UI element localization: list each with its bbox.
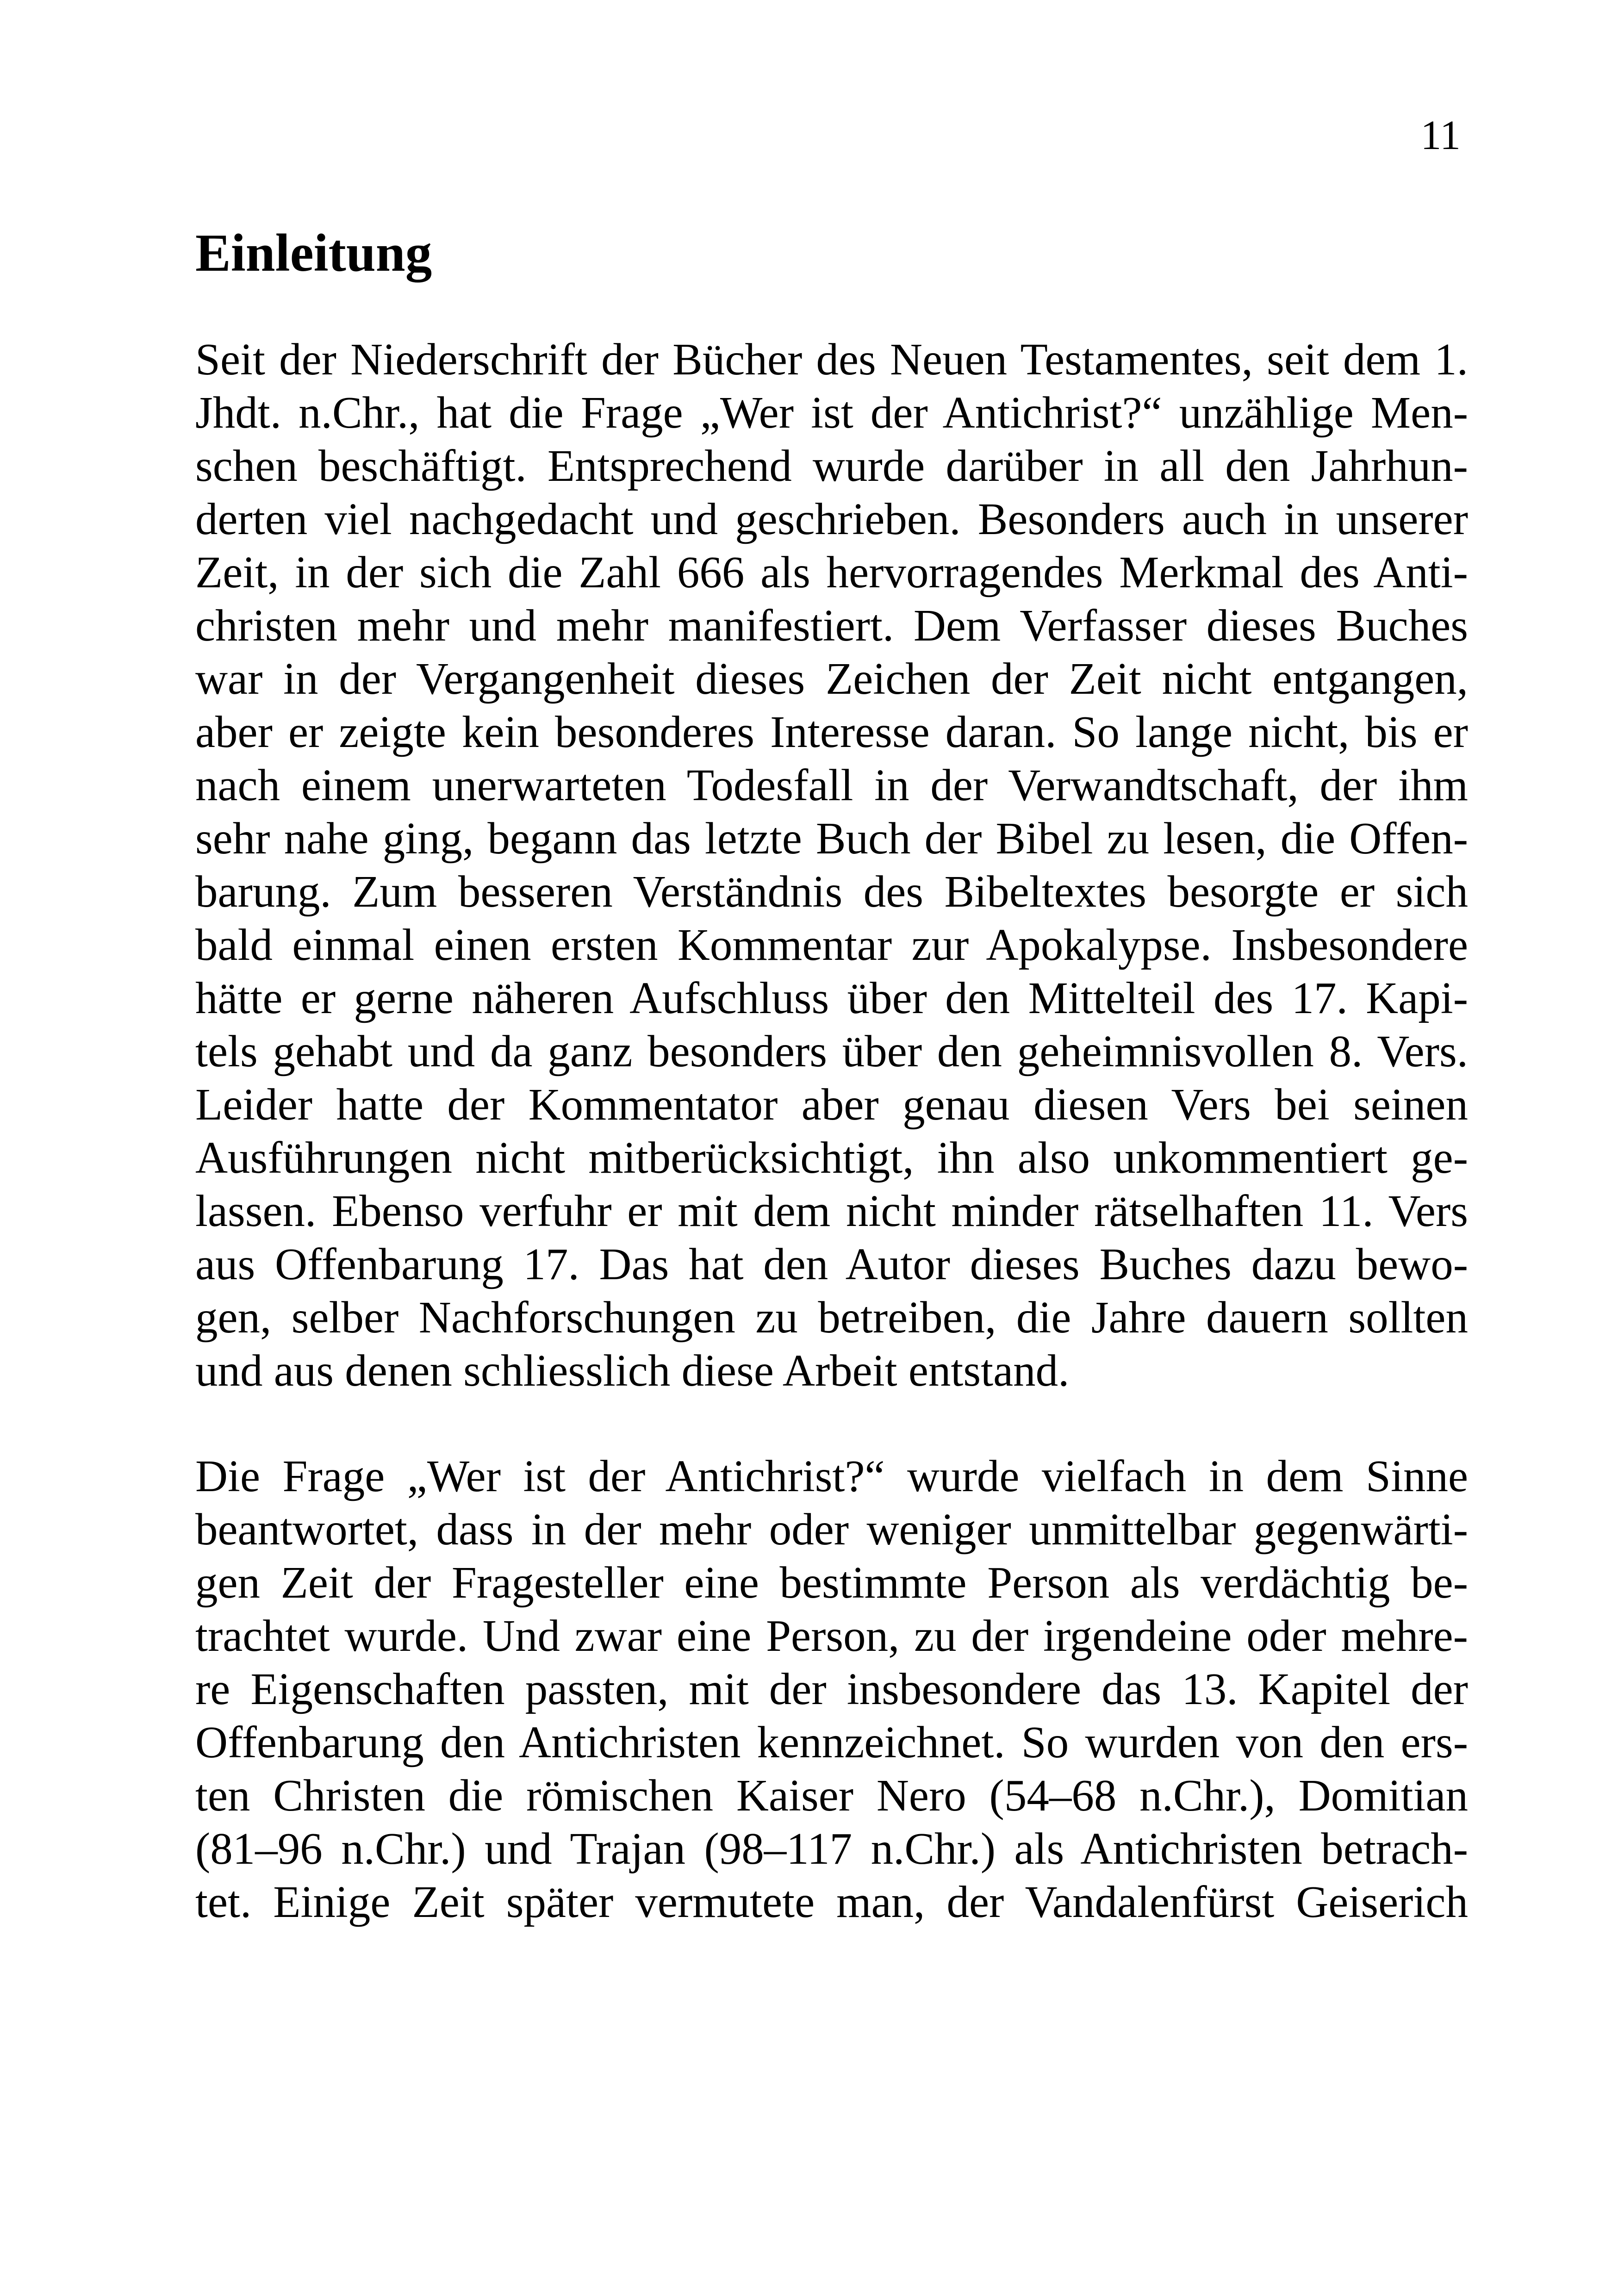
text-line: bald einmal einen ersten Kommentar zur Apokalypse. Insbesondere	[195, 920, 1468, 970]
text-line: nach einem unerwarteten Todesfall in der Verwandtschaft, der ihm	[195, 760, 1468, 810]
text-line: christen mehr und mehr manifestiert. Dem Verfasser dieses Buches	[195, 601, 1468, 650]
text-line: sehr nahe ging, begann das letzte Buch der Bibel zu lesen, die Offen-	[195, 814, 1468, 863]
text-line: schen beschäftigt. Entsprechend wurde darüber in all den Jahrhun-	[195, 441, 1468, 491]
text-line: gen, selber Nachforschungen zu betreiben, die Jahre dauern sollten	[195, 1293, 1468, 1342]
text-line: ten Christen die römischen Kaiser Nero (54–68 n.Chr.), Domitian	[195, 1771, 1468, 1820]
text-line: hätte er gerne näheren Aufschluss über den Mittelteil des 17. Kapi-	[195, 973, 1468, 1023]
text-line: tels gehabt und da ganz besonders über den geheimnisvollen 8. Vers.	[195, 1027, 1468, 1076]
text-line: barung. Zum besseren Verständnis des Bibeltextes besorgte er sich	[195, 867, 1468, 916]
text-line: Die Frage „Wer ist der Antichrist?“ wurde vielfach in dem Sinne	[195, 1451, 1468, 1501]
text-line: tet. Einige Zeit später vermutete man, der Vandalenfürst Geiserich	[195, 1877, 1468, 1927]
text-line: Ausführungen nicht mitberücksichtigt, ihn also unkommentiert ge-	[195, 1133, 1468, 1182]
text-line: aber er zeigte kein besonderes Interesse daran. So lange nicht, bis er	[195, 707, 1468, 757]
text-line: und aus denen schliesslich diese Arbeit entstand.	[195, 1346, 1070, 1395]
text-line: Seit der Niederschrift der Bücher des Neuen Testamentes, seit dem 1.	[195, 335, 1468, 384]
text-line: war in der Vergangenheit dieses Zeichen der Zeit nicht entgangen,	[195, 654, 1468, 703]
text-line: Leider hatte der Kommentator aber genau diesen Vers bei seinen	[195, 1080, 1468, 1129]
text-line: beantwortet, dass in der mehr oder weniger unmittelbar gegenwärti-	[195, 1505, 1468, 1554]
text-line: Jhdt. n.Chr., hat die Frage „Wer ist der Antichrist?“ unzählige Men-	[195, 388, 1468, 437]
text-line: (81–96 n.Chr.) und Trajan (98–117 n.Chr.) als Antichristen betrach-	[195, 1824, 1468, 1873]
text-line: Offenbarung den Antichristen kennzeichnet. So wurden von den ers-	[195, 1717, 1468, 1767]
text-line: derten viel nachgedacht und geschrieben. Besonders auch in unserer	[195, 494, 1468, 544]
chapter-title: Einleitung	[195, 224, 432, 282]
text-line: gen Zeit der Fragesteller eine bestimmte Person als verdächtig be-	[195, 1558, 1468, 1607]
text-line: re Eigenschaften passten, mit der insbesondere das 13. Kapitel der	[195, 1664, 1468, 1714]
text-line: trachtet wurde. Und zwar eine Person, zu der irgendeine oder mehre-	[195, 1611, 1468, 1661]
page-number: 11	[1420, 112, 1461, 158]
text-line: Zeit, in der sich die Zahl 666 als hervorragendes Merkmal des Anti-	[195, 548, 1468, 597]
text-line: aus Offenbarung 17. Das hat den Autor dieses Buches dazu bewo-	[195, 1239, 1468, 1289]
text-line: lassen. Ebenso verfuhr er mit dem nicht minder rätselhaften 11. Vers	[195, 1186, 1468, 1236]
